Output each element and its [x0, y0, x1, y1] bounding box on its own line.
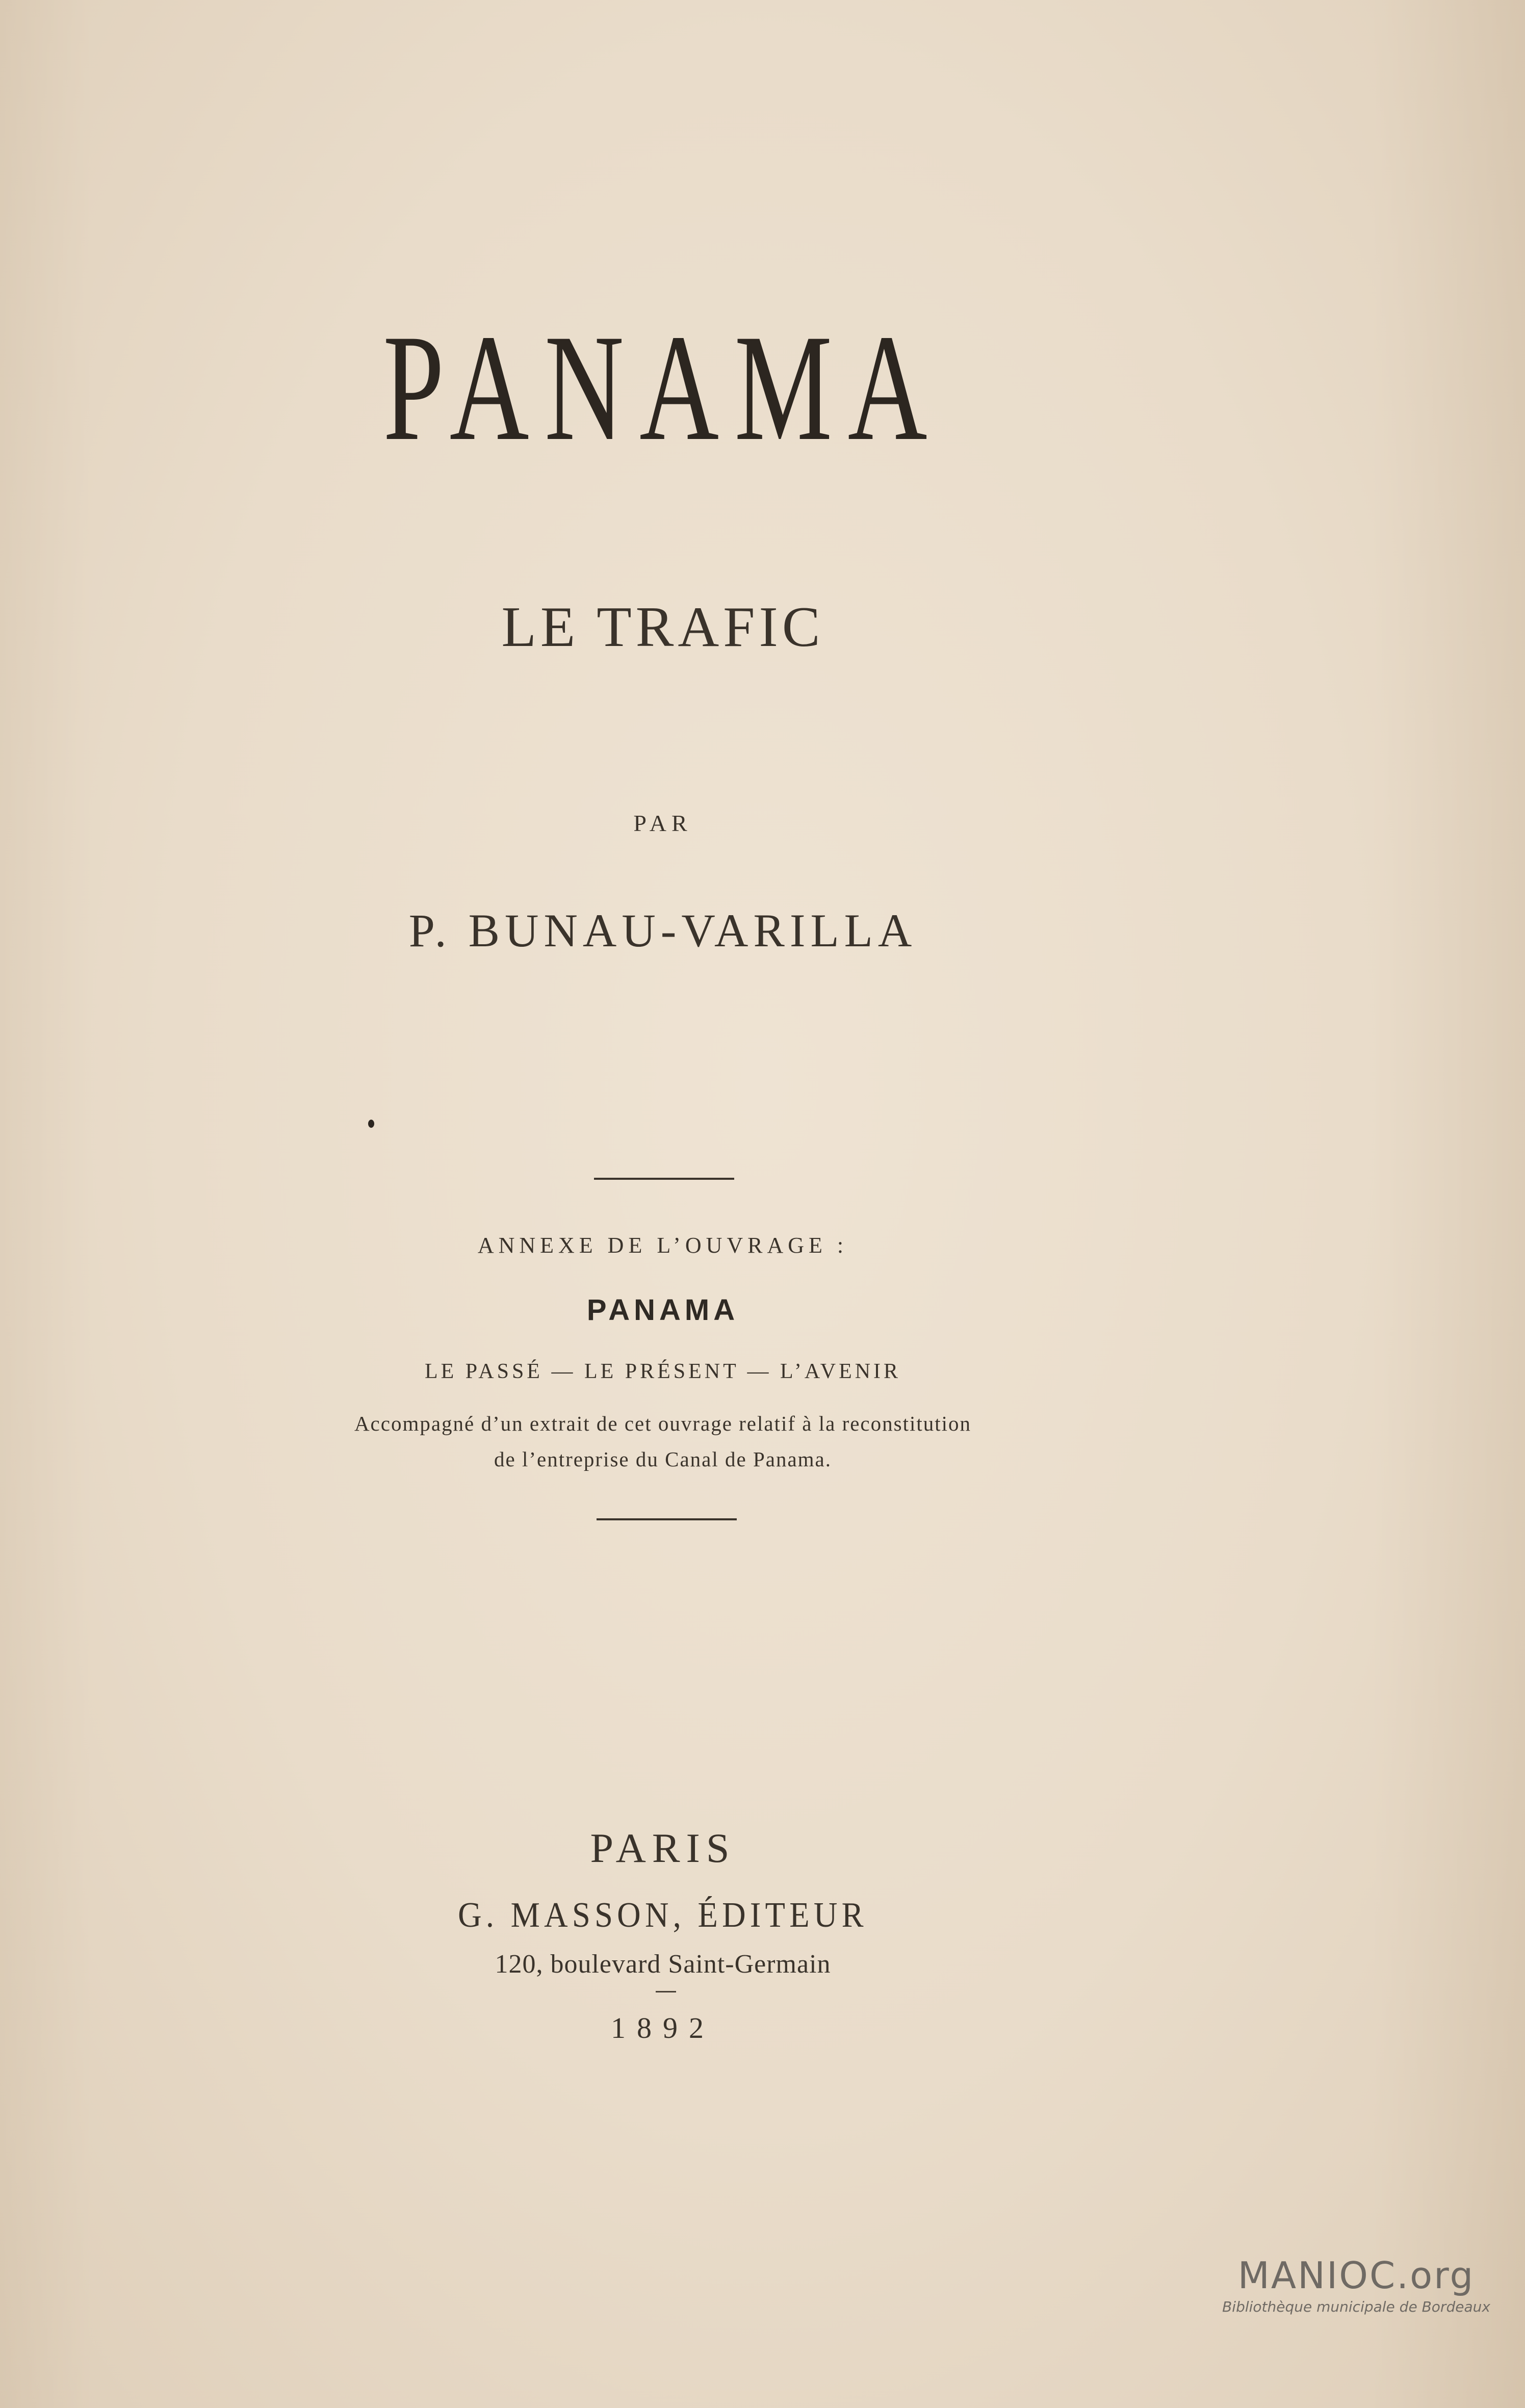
imprint-address: 120, boulevard Saint-Germain	[495, 1950, 831, 1979]
divider-bottom	[597, 1518, 737, 1520]
manioc-logo: MANIOC.org	[1237, 2254, 1475, 2297]
manioc-watermark	[1213, 2254, 1499, 2317]
imprint-publisher: G. MASSON, ÉDITEUR	[458, 1896, 868, 1935]
annex-label: ANNEXE DE L’OUVRAGE :	[477, 1233, 848, 1258]
watermark-institution: Bibliothèque municipale de Bordeaux	[1222, 2298, 1490, 2315]
annex-extract-line-2: de l’entreprise du Canal de Panama.	[494, 1447, 832, 1471]
divider-top	[594, 1178, 734, 1180]
book-title: PANAMA	[383, 303, 943, 472]
author-name: P. BUNAU-VARILLA	[408, 904, 917, 956]
book-subtitle: LE TRAFIC	[501, 595, 824, 659]
annex-work-subtitle: LE PASSÉ — LE PRÉSENT — L’AVENIR	[424, 1360, 901, 1383]
imprint-year: 1892	[611, 2011, 715, 2044]
annex-work-title: PANAMA	[586, 1293, 739, 1327]
ink-speck	[368, 1120, 374, 1128]
by-label: PAR	[633, 810, 692, 836]
imprint-city: PARIS	[590, 1825, 736, 1871]
imprint-small-rule	[656, 1991, 676, 1992]
annex-extract-line-1: Accompagné d’un extrait de cet ouvrage relatif à la reconstitution	[354, 1412, 972, 1435]
